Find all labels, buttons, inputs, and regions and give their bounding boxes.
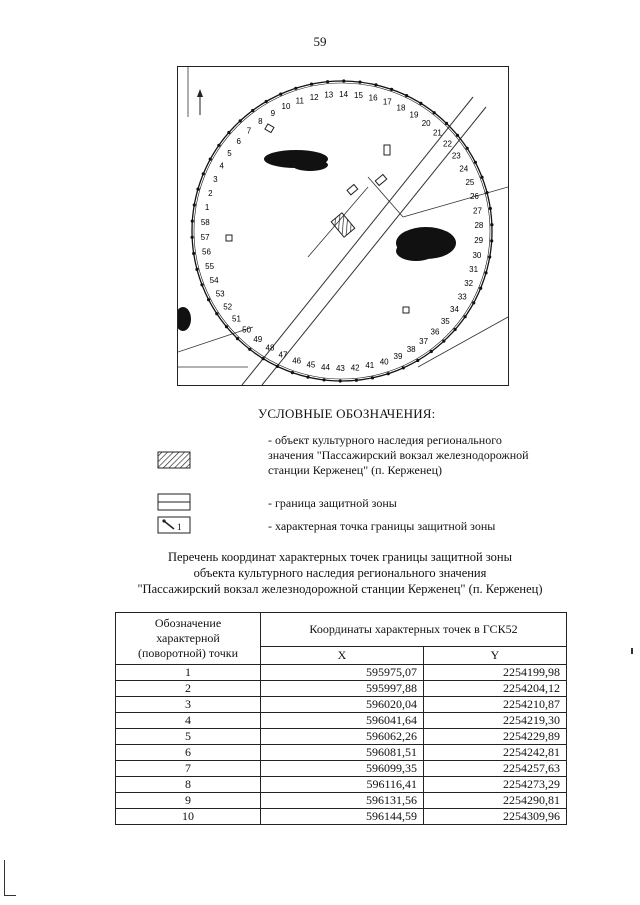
table-row	[116, 793, 567, 809]
heading-line: "Пассажирский вокзал железнодорожной станции Керженец" (п. Керженец)	[137, 582, 543, 596]
zone-point-marker	[195, 268, 198, 271]
building	[384, 145, 390, 155]
zone-point-label: 1	[204, 203, 210, 213]
header-line: (поворотной) точки	[138, 646, 238, 660]
zone-point-label: 7	[246, 126, 252, 136]
cell-y: 2254273,29	[424, 777, 567, 793]
legend-title: УСЛОВНЫЕ ОБОЗНАЧЕНИЯ:	[258, 406, 436, 421]
zone-point-marker	[248, 348, 251, 351]
zone-point-label: 55	[205, 262, 215, 272]
cell-x: 596062,26	[261, 729, 424, 745]
zone-point-label: 44	[321, 363, 330, 372]
zone-point-marker	[488, 255, 491, 258]
heritage-object-legend-symbol	[157, 451, 191, 469]
zone-point-label: 22	[443, 139, 452, 149]
zone-point-label: 38	[406, 345, 416, 355]
zone-point-label: 43	[335, 364, 345, 373]
zone-point-marker	[472, 301, 475, 304]
table-row	[116, 681, 567, 697]
zone-point-marker	[387, 372, 390, 375]
building	[226, 235, 232, 241]
heritage-object	[331, 213, 355, 237]
zone-point-marker	[342, 79, 345, 82]
cell-point: 2	[116, 681, 261, 697]
zone-point-label: 12	[309, 92, 319, 102]
zone-point-label: 28	[474, 221, 484, 231]
zone-point-marker	[466, 147, 469, 150]
zone-point-label: 57	[200, 232, 210, 242]
zone-point-label: 51	[232, 314, 241, 324]
zone-point-label: 13	[324, 90, 334, 100]
zone-point-label: 29	[474, 236, 484, 246]
cell-point: 3	[116, 697, 261, 713]
zone-point-marker	[279, 93, 282, 96]
header-line: характерной	[156, 631, 220, 645]
cell-y: 2254204,12	[424, 681, 567, 697]
zone-point-label: 48	[265, 343, 275, 353]
zone-point-label: 31	[469, 265, 479, 275]
table-row	[116, 729, 567, 745]
zone-point-label: 45	[306, 360, 316, 370]
table-row	[116, 761, 567, 777]
zone-point-label: 14	[339, 90, 349, 99]
table-row	[116, 697, 567, 713]
zone-point-marker	[262, 357, 265, 360]
zone-point-marker	[217, 144, 220, 147]
table-row	[116, 713, 567, 729]
cell-x: 596041,64	[261, 713, 424, 729]
zone-point-label: 34	[450, 305, 459, 315]
zone-point-label: 24	[459, 164, 469, 174]
page-number: 59	[313, 34, 327, 49]
zone-point-marker	[490, 239, 493, 242]
zone-point-marker	[209, 158, 212, 161]
zone-point-label: 49	[253, 335, 263, 345]
zone-point-marker	[251, 109, 254, 112]
zone-point-label: 27	[473, 206, 482, 216]
cell-x: 596099,35	[261, 761, 424, 777]
zone-point-label: 17	[382, 97, 392, 107]
zone-point-label: 54	[209, 276, 219, 286]
zone-point-label: 40	[379, 357, 389, 367]
cell-x: 596020,04	[261, 697, 424, 713]
table-row	[116, 745, 567, 761]
parcel-line	[368, 177, 403, 217]
zone-point-marker	[291, 371, 294, 374]
zone-point-label: 21	[432, 128, 442, 138]
zone-point-label: 16	[368, 93, 378, 103]
zone-point-label: 25	[465, 177, 475, 187]
cell-y: 2254257,63	[424, 761, 567, 777]
zone-point-marker	[430, 350, 433, 353]
parcel-line	[418, 317, 508, 367]
cell-point: 10	[116, 809, 261, 825]
zone-point-marker	[358, 81, 361, 84]
zone-point-label: 39	[393, 352, 403, 361]
building	[375, 174, 387, 185]
vegetation-area	[292, 159, 328, 171]
legend-text-line: - характерная точка границы защитной зоны	[268, 519, 496, 533]
zone-point-label: 32	[464, 279, 474, 289]
zone-point-label: 5	[227, 148, 232, 158]
zone-point-marker	[445, 122, 448, 125]
zone-point-label: 9	[270, 108, 276, 118]
legend-text-line: значения "Пассажирский вокзал железнодорожной	[268, 448, 529, 462]
zone-point-label: 23	[451, 151, 461, 161]
zone-point-label: 58	[200, 217, 210, 227]
heading-line: объекта культурного наследия регионального значения	[193, 566, 487, 580]
zone-point-label: 52	[223, 302, 233, 312]
zone-point-marker	[202, 172, 205, 175]
zone-point-marker	[433, 111, 436, 114]
zone-point-marker	[454, 328, 457, 331]
legend-text-line: - граница защитной зоны	[268, 496, 397, 510]
coordinates-group-header: Координаты характерных точек в ГСК52	[261, 613, 567, 647]
protection-zone-map	[177, 66, 509, 386]
table-body	[116, 665, 567, 825]
point-marker-label: 1	[177, 522, 182, 532]
zone-point-marker	[416, 359, 419, 362]
zone-point-label: 56	[202, 247, 211, 257]
zone-point-label: 33	[457, 292, 467, 302]
building	[403, 307, 409, 313]
zone-point-marker	[489, 207, 492, 210]
zone-point-marker	[207, 298, 210, 301]
cell-y: 2254242,81	[424, 745, 567, 761]
zone-point-marker	[215, 312, 218, 315]
zone-point-label: 15	[354, 91, 363, 100]
cell-y: 2254229,89	[424, 729, 567, 745]
margin-mark	[631, 648, 633, 654]
zone-point-marker	[402, 366, 405, 369]
zone-point-marker	[464, 315, 467, 318]
zone-point-label: 30	[472, 250, 482, 260]
zone-point-label: 4	[219, 161, 224, 171]
zone-point-marker	[405, 94, 408, 97]
zone-point-label: 35	[440, 316, 450, 326]
zone-point-label: 8	[258, 116, 263, 126]
zone-point-marker	[390, 88, 393, 91]
cell-x: 596116,41	[261, 777, 424, 793]
zone-point-marker	[355, 379, 358, 382]
cell-point: 7	[116, 761, 261, 777]
zone-boundary-legend-symbol	[157, 493, 191, 511]
coordinates-table	[115, 612, 567, 825]
zone-point-marker	[227, 131, 230, 134]
zone-point-marker	[225, 325, 228, 328]
zone-point-label: 47	[278, 350, 288, 360]
zone-point-marker	[191, 236, 194, 239]
table-row	[116, 665, 567, 681]
vegetation-area	[178, 307, 191, 331]
zone-point-label: 37	[419, 337, 429, 347]
zone-point-marker	[276, 365, 279, 368]
table-row	[116, 809, 567, 825]
building	[265, 124, 274, 133]
cell-y: 2254309,96	[424, 809, 567, 825]
cell-point: 1	[116, 665, 261, 681]
zone-point-marker	[419, 102, 422, 105]
zone-point-marker	[192, 252, 195, 255]
zone-point-label: 3	[213, 174, 218, 184]
zone-point-label: 36	[430, 327, 440, 337]
zone-point-label: 53	[215, 289, 225, 299]
legend-text-line: станции Керженец" (п. Керженец)	[268, 463, 443, 477]
zone-point-label: 42	[350, 363, 360, 373]
parcel-line	[403, 187, 508, 217]
zone-point-marker	[374, 83, 377, 86]
legend-text-line: - объект культурного наследия регионального	[268, 433, 502, 447]
legend-characteristic-point-text	[268, 519, 495, 534]
x-column-header: X	[261, 647, 424, 665]
cell-y: 2254199,98	[424, 665, 567, 681]
map-drawing	[178, 67, 508, 385]
zone-point-marker	[484, 271, 487, 274]
zone-point-label: 20	[421, 118, 431, 128]
zone-point-label: 6	[236, 137, 241, 147]
legend-zone-boundary-text	[268, 496, 397, 511]
cell-point: 5	[116, 729, 261, 745]
coordinates-list-heading	[100, 549, 580, 597]
zone-point-label: 2	[208, 188, 213, 198]
zone-point-label: 26	[469, 191, 479, 201]
zone-point-marker	[236, 337, 239, 340]
zone-point-label: 50	[242, 325, 252, 335]
zone-point-marker	[442, 340, 445, 343]
cell-y: 2254210,87	[424, 697, 567, 713]
point-column-header	[116, 613, 261, 665]
zone-point-marker	[339, 379, 342, 382]
zone-point-marker	[200, 283, 203, 286]
vegetation-area	[396, 241, 436, 261]
characteristic-point-legend-symbol	[157, 516, 191, 534]
cell-point: 9	[116, 793, 261, 809]
zone-point-marker	[474, 161, 477, 164]
building	[347, 184, 358, 194]
zone-point-marker	[191, 220, 194, 223]
zone-point-label: 19	[409, 110, 419, 120]
zone-point-marker	[196, 188, 199, 191]
zone-point-marker	[265, 100, 268, 103]
cell-x: 596144,59	[261, 809, 424, 825]
cell-x: 596131,56	[261, 793, 424, 809]
zone-point-marker	[326, 80, 329, 83]
table-row	[116, 777, 567, 793]
cell-y: 2254219,30	[424, 713, 567, 729]
zone-point-marker	[310, 83, 313, 86]
zone-point-marker	[490, 223, 493, 226]
zone-point-marker	[480, 176, 483, 179]
north-arrow-head	[197, 89, 203, 97]
cell-point: 8	[116, 777, 261, 793]
header-line: Обозначение	[154, 616, 222, 630]
zone-point-label: 11	[295, 96, 304, 106]
zone-point-marker	[479, 287, 482, 290]
cell-y: 2254290,81	[424, 793, 567, 809]
zone-point-label: 46	[292, 356, 302, 366]
y-column-header: Y	[424, 647, 567, 665]
cell-point: 6	[116, 745, 261, 761]
zone-point-marker	[485, 191, 488, 194]
zone-point-marker	[456, 134, 459, 137]
zone-point-marker	[294, 87, 297, 90]
cell-x: 596081,51	[261, 745, 424, 761]
heading-line: Перечень координат характерных точек границы защитной зоны	[167, 550, 513, 564]
cell-point: 4	[116, 713, 261, 729]
margin-mark	[4, 860, 5, 895]
zone-point-marker	[239, 119, 242, 122]
zone-point-marker	[371, 376, 374, 379]
zone-point-label: 10	[281, 102, 291, 111]
margin-mark	[4, 895, 16, 896]
zone-point-label: 41	[365, 361, 375, 371]
cell-x: 595997,88	[261, 681, 424, 697]
zone-point-marker	[193, 203, 196, 206]
zone-point-marker	[306, 376, 309, 379]
zone-point-label: 18	[396, 103, 406, 113]
zone-point-marker	[322, 378, 325, 381]
legend-heritage-object-text	[268, 433, 529, 478]
cell-x: 595975,07	[261, 665, 424, 681]
